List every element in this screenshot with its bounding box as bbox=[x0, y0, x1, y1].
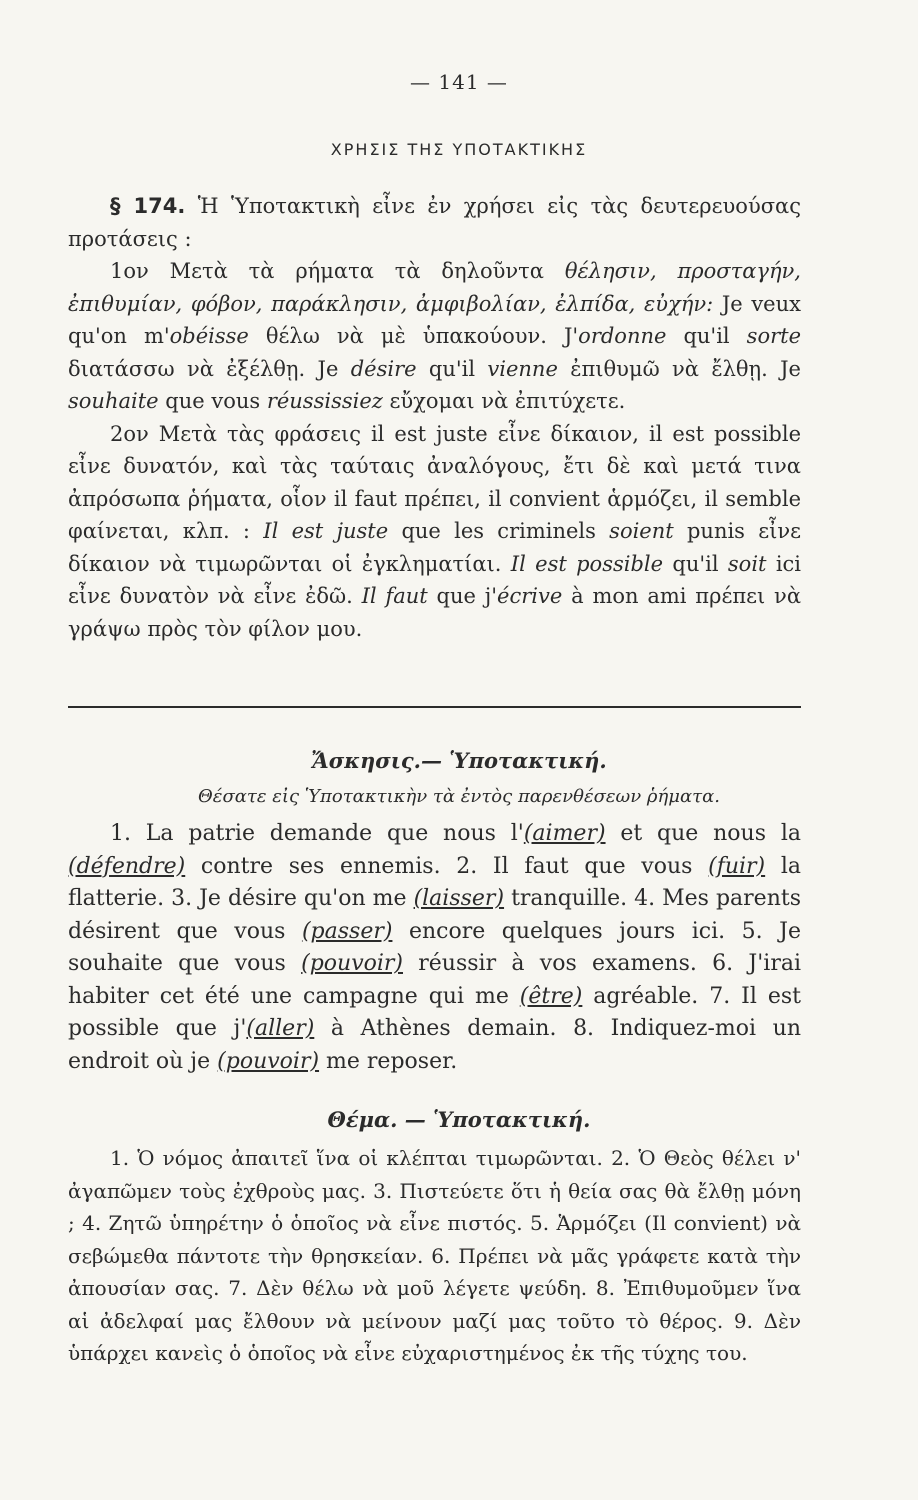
exercise-verb: (aller) bbox=[246, 1016, 315, 1041]
rule-1-lead: 1ον Μετὰ τὰ ρήματα τὰ δηλοῦντα bbox=[110, 259, 544, 283]
theme-paragraph: 1. Ὁ νόμος ἀπαιτεῖ ἵνα οἱ κλέπται τιμωρῶνται. 2. Ὁ Θεὸς θέλει ν' ἀγαπῶμεν τοὺς ἐχθροὺς μας. 3. Πιστεύετε ὅτι ἡ θεία σας θὰ ἔλθῃ μόνη ; 4. Ζητῶ ὑπηρέτην ὁ ὁποῖος νὰ εἶνε πιστός. 5. Ἁρμόζει (Il convient) νὰ σεβώμεθα πάντοτε τὴν θρησκείαν. 6. Πρέπει νὰ μᾶς γράφετε κατὰ τὴν ἀπουσίαν σας. 7. Δὲν θέλω νὰ μοῦ λέγετε ψεύδη. 8. Ἐπιθυμοῦμεν ἵνα αἱ ἀδελφαί μας ἔλθουν νὰ μείνουν μαζί μας τοῦτο τὸ θέρος. 9. Δὲν ὑπάρχει κανεὶς ὁ ὁποῖος νὰ εἶνε εὐχαριστημένος ἐκ τῆς τύχης του. bbox=[68, 1146, 801, 1365]
rule-2-italic: Il faut bbox=[361, 584, 428, 608]
exercise-verb: (laisser) bbox=[413, 886, 505, 911]
exercise-verb: (pouvoir) bbox=[301, 951, 403, 976]
section-174 bbox=[68, 190, 801, 645]
rule-2-italic: Il est possible bbox=[510, 551, 664, 576]
section-number: § 174. bbox=[110, 194, 186, 218]
exercise-segment: contre ses ennemis. 2. Il faut que vous bbox=[185, 853, 709, 879]
rule-1-text: qu'il bbox=[416, 356, 488, 381]
rule-2-italic: écrive bbox=[497, 584, 563, 608]
rule-1-italic: réussissiez bbox=[266, 389, 383, 413]
rule-1-text: Je veux qu'on m' bbox=[68, 291, 801, 348]
exercise-verb: (pouvoir) bbox=[217, 1048, 320, 1074]
exercise-verb: (défendre) bbox=[68, 853, 186, 879]
exercise-segment: 1. La patrie demande que nous l' bbox=[110, 821, 524, 846]
exercise-segment: agréable. 7. Il est possible que j' bbox=[68, 983, 802, 1041]
section-intro-text: Ἡ Ὑποτακτικὴ εἶνε ἐν χρήσει εἰς τὰς δευτερευούσας προτάσεις : bbox=[68, 194, 801, 251]
rule-1-text: ἐπιθυμῶ νὰ ἔλθῃ. Je bbox=[557, 356, 801, 381]
rule-2-italic: soit bbox=[727, 551, 767, 576]
theme-title: Θέμα. — Ὑποτακτική. bbox=[327, 1107, 591, 1132]
exercise-verb: (passer) bbox=[301, 918, 393, 944]
rule-2-paragraph bbox=[68, 418, 801, 646]
rule-1-text: εὔχομαι νὰ ἐπιτύχετε. bbox=[382, 389, 626, 413]
theme-text bbox=[68, 1142, 801, 1370]
exercise-segment: et que nous la bbox=[605, 821, 801, 846]
divider-rule bbox=[68, 706, 801, 708]
rule-1-italic: vienne bbox=[487, 356, 558, 381]
section-intro bbox=[68, 190, 801, 255]
rule-1-verbs: θέλησιν, προσταγήν, ἐπιθυμίαν, φόβον, παράκλησιν, ἀμφιβολίαν, ἐλπίδα, εὐχήν: bbox=[68, 259, 801, 316]
rule-2-text: qu'il bbox=[663, 551, 728, 576]
exercise-text bbox=[68, 818, 801, 1078]
exercise-title: Ἄσκησις.— Ὑποτακτική. bbox=[311, 748, 607, 773]
exercise-verb: (aimer) bbox=[523, 821, 606, 846]
exercise-segment: à Athènes demain. 8. Indiquez-moi un endroit où je bbox=[68, 1016, 801, 1074]
rule-2-italic: Il est juste bbox=[263, 519, 389, 543]
exercise-paragraph bbox=[68, 818, 801, 1078]
rule-1-italic: ordonne bbox=[578, 324, 667, 348]
exercise-verb: (être) bbox=[519, 983, 583, 1009]
page-number: — 141 — bbox=[410, 70, 508, 94]
rule-1-text: qu'il bbox=[666, 324, 747, 348]
rule-2-text: que les criminels bbox=[388, 519, 610, 543]
exercise-segment: tranquille. 4. Mes parents désirent que vous bbox=[68, 886, 801, 944]
rule-2-italic: soient bbox=[609, 519, 674, 543]
rule-1-text: θέλω νὰ μὲ ὑπακούουν. J' bbox=[248, 324, 579, 348]
exercise-segment: la flatterie. 3. Je désire qu'on me bbox=[68, 853, 801, 911]
rule-1-italic: obéisse bbox=[169, 324, 249, 348]
exercise-segment: me reposer. bbox=[319, 1048, 458, 1074]
rule-2-text: ici εἶνε δυνατὸν νὰ εἶνε ἐδῶ. bbox=[68, 551, 802, 608]
running-head: ΧΡΗΣΙΣ ΤΗΣ ΥΠΟΤΑΚΤΙΚΗΣ bbox=[330, 140, 588, 159]
rule-1-italic: souhaite bbox=[68, 389, 159, 413]
rule-2-lead: 2ον Μετὰ τὰς φράσεις il est juste εἶνε δίκαιον, il est possible εἶνε δυνατόν, καὶ τὰς ταύταις ἀναλόγους, ἔτι δὲ καὶ μετά τινα ἀπρόσωπα ῥήματα, οἷον il faut πρέπει, il convient ἁρμόζει, il semble φαίνεται, κλπ. : bbox=[68, 421, 801, 543]
exercise-segment: encore quelques jours ici. 5. Je souhaite que vous bbox=[68, 918, 801, 976]
rule-2-text: à mon ami πρέπει νὰ γράψω πρὸς τὸν φίλον μου. bbox=[68, 584, 802, 641]
rule-1-text: que vous bbox=[158, 389, 267, 413]
exercise-segment: réussir à vos examens. 6. J'irai habiter cet été une campagne qui me bbox=[68, 951, 801, 1009]
rule-1-paragraph bbox=[68, 255, 801, 418]
exercise-verb: (fuir) bbox=[708, 853, 766, 879]
rule-1-text: διατάσσω νὰ ἐξέλθῃ. Je bbox=[68, 356, 351, 381]
exercise-instruction: Θέσατε εἰς Ὑποτακτικὴν τὰ ἐντὸς παρενθέσεων ῥήματα. bbox=[198, 786, 720, 807]
rule-2-text: punis εἶνε δίκαιον νὰ τιμωρῶνται οἱ ἐγκληματίαι. bbox=[68, 519, 801, 576]
rule-1-italic: sorte bbox=[746, 324, 801, 348]
rule-2-text: que j' bbox=[427, 584, 498, 608]
rule-1-italic: désire bbox=[350, 356, 417, 381]
